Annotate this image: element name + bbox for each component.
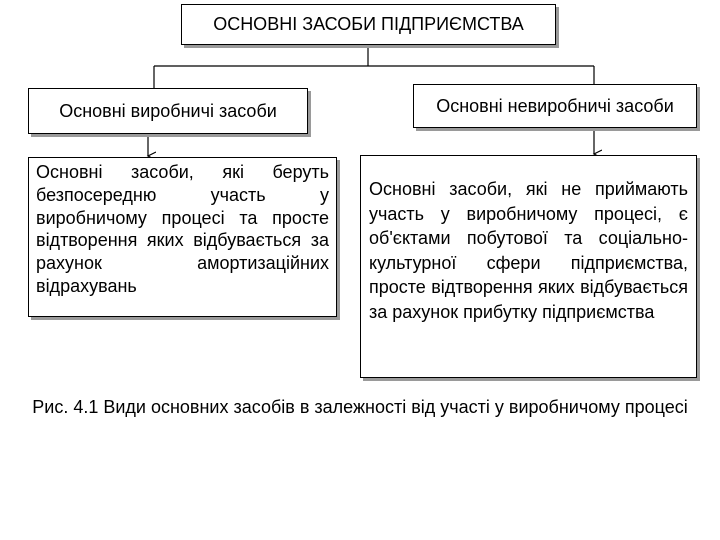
nonproduction-assets-description-box: [360, 155, 697, 378]
production-assets-description-box: [28, 157, 337, 317]
figure-caption: Рис. 4.1 Види основних засобів в залежності від участі у виробничому процесі: [32, 397, 688, 417]
nonproduction-assets-heading: Основні невиробничі засоби: [436, 95, 674, 116]
production-assets-description: Основні засоби, які беруть безпосередню участь у виробничому процесі та просте відтворення яких відбувається за рахунок амортизаційних відрахувань: [36, 162, 329, 296]
diagram-title: ОСНОВНІ ЗАСОБИ ПІДПРИЄМСТВА: [213, 14, 524, 34]
diagram-title-box: [181, 4, 556, 45]
nonproduction-assets-description: Основні засоби, які не приймають участь у виробничому процесі, є об'єктами побутової та соціально-культурної сфери підприємства, просте відтворення яких відбувається за рахунок прибутку підприємства: [369, 179, 688, 322]
production-assets-heading: Основні виробничі засоби: [59, 100, 277, 121]
nonproduction-assets-heading-box: [413, 84, 697, 128]
production-assets-heading-box: [28, 88, 308, 134]
